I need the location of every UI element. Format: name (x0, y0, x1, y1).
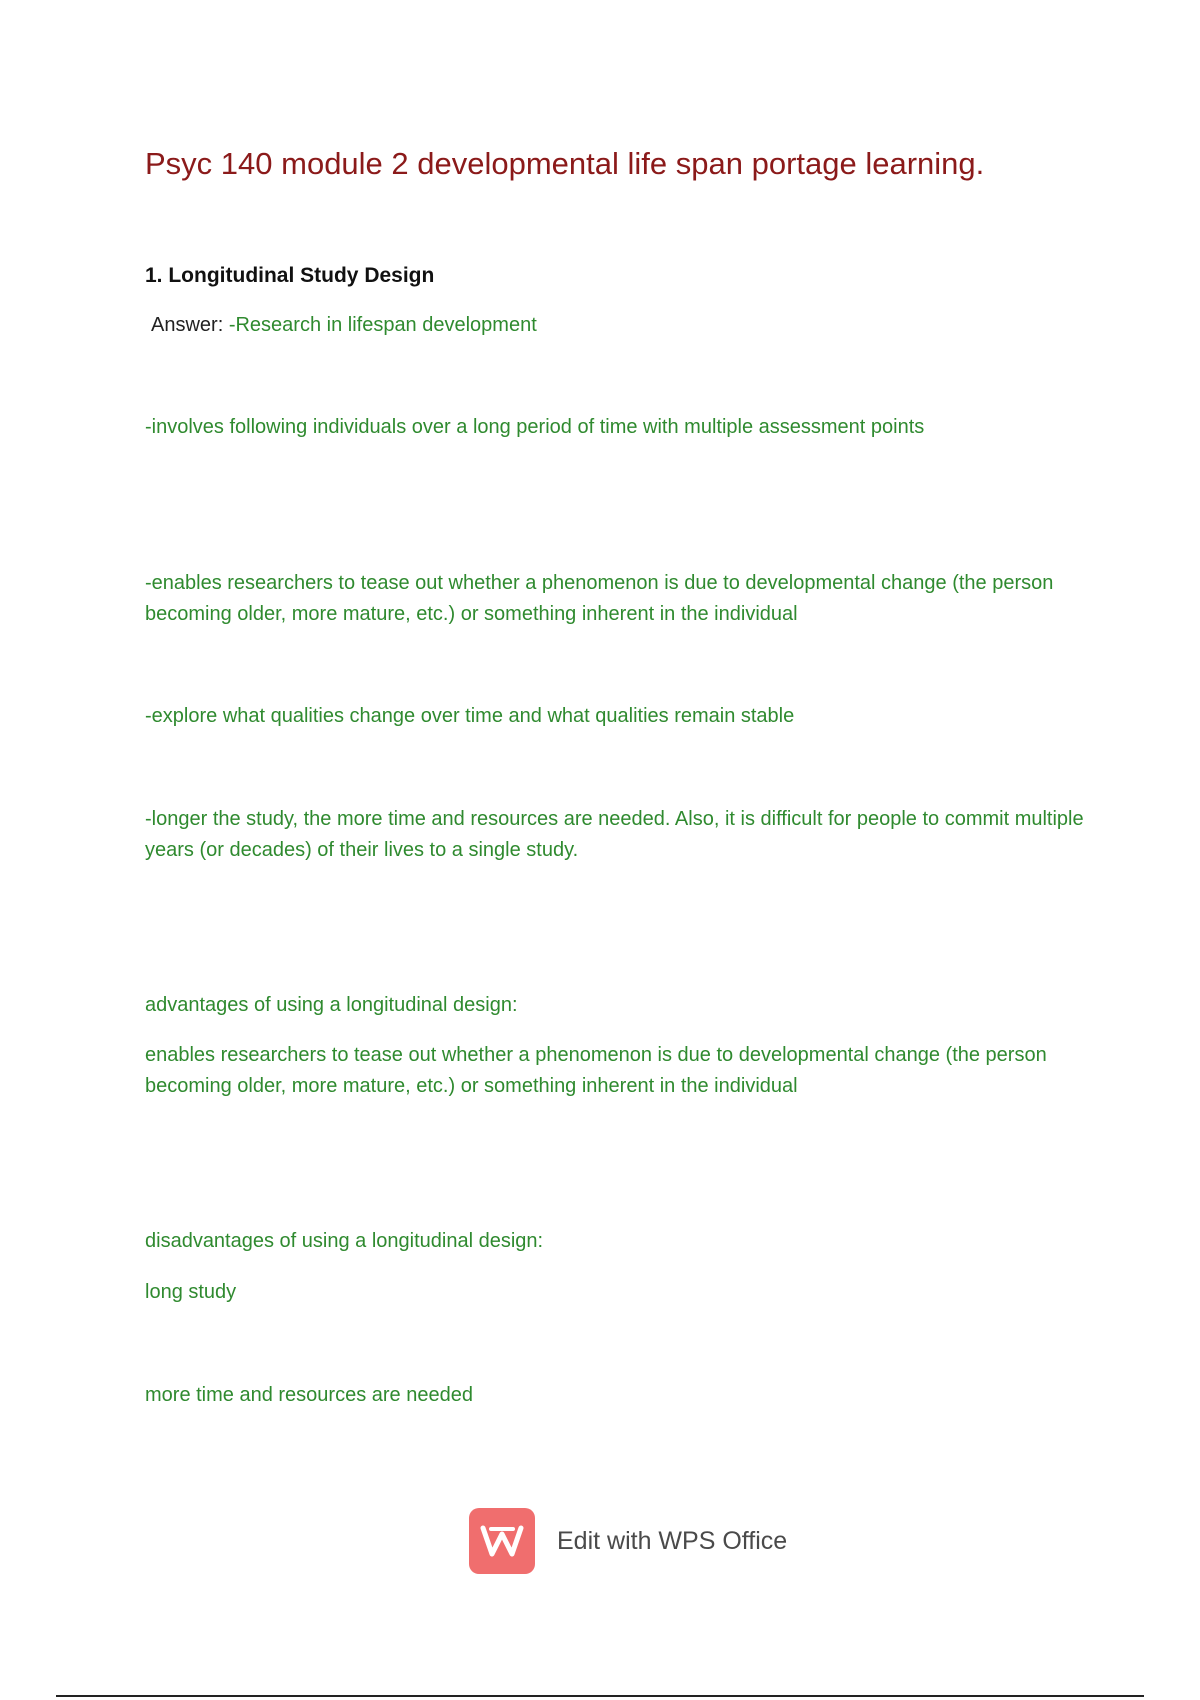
advantages-heading: advantages of using a longitudinal design: (145, 994, 518, 1016)
wps-logo-icon (469, 1508, 535, 1574)
wps-office-badge[interactable] (469, 1508, 787, 1574)
answer-paragraph: -longer the study, the more time and resources are needed. Also, it is difficult for people to commit multiple years (or decades) of their lives to a single study. (145, 808, 1084, 861)
answer-text: -Research in lifespan development (228, 314, 537, 336)
page-bottom-divider (56, 1695, 1144, 1697)
advantages-text: enables researchers to tease out whether a phenomenon is due to developmental change (the person becoming older, more mature, etc.) or something inherent in the individual (145, 1044, 1047, 1097)
disadvantages-heading: disadvantages of using a longitudinal design: (145, 1230, 544, 1252)
answer-paragraph: -involves following individuals over a long period of time with multiple assessment points (145, 416, 925, 438)
wps-badge-text: Edit with WPS Office (557, 1526, 788, 1555)
disadvantages-item: long study (145, 1281, 237, 1303)
question-heading: 1. Longitudinal Study Design (145, 264, 435, 287)
answer-paragraph: -explore what qualities change over time and what qualities remain stable (145, 705, 795, 727)
answer-paragraph: -enables researchers to tease out whether a phenomenon is due to developmental change (the person becoming older, more mature, etc.) or something inherent in the individual (145, 572, 1054, 625)
disadvantages-item: more time and resources are needed (145, 1384, 473, 1406)
answer-label: Answer: (151, 314, 229, 336)
answer-line (151, 314, 537, 337)
document-title: Psyc 140 module 2 developmental life span portage learning. (145, 146, 985, 181)
